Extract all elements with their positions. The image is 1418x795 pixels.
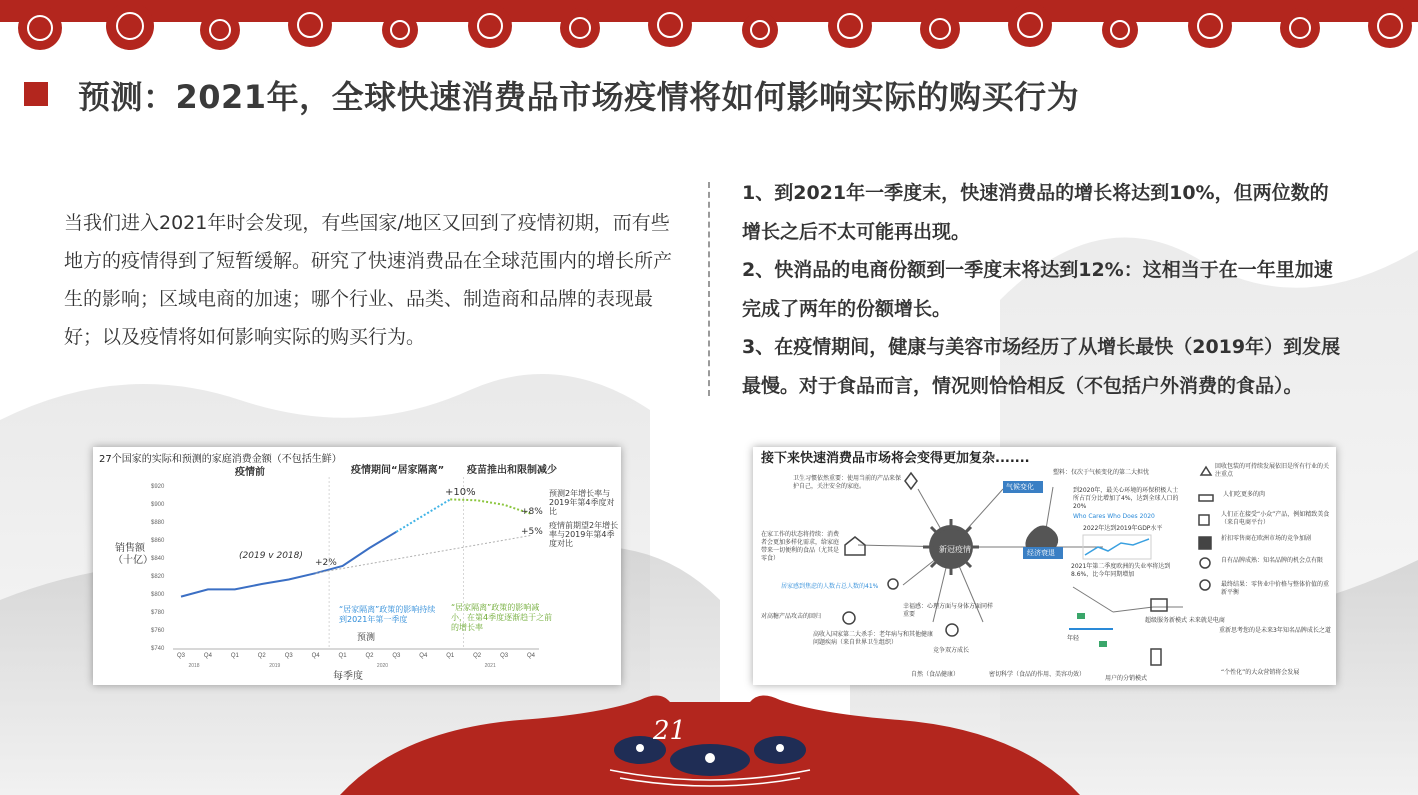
item-hygiene: 卫生习惯依然重要：使用当前的产品来保护自己，关注安全的家庭。 [793, 475, 902, 490]
note-expected-growth: 疫情前期望2年增长率与2019年第4季度对比 [549, 521, 619, 548]
x-tick-label: Q1 [446, 653, 455, 659]
center-covid: 新冠疫情 [939, 545, 971, 554]
x-tick-label: Q2 [257, 653, 266, 659]
brand-icon [1200, 558, 1210, 568]
item-recycling: 回收包装的可持续发展依旧是所有行业的关注重点 [1215, 463, 1330, 478]
y-tick-label: $920 [151, 484, 165, 490]
point-2: 2、快消品的电商份额到一季度末将达到12%：这相当于在一年里加速完成了两年的份额增长。 [742, 259, 1333, 320]
x-tick-label: Q4 [527, 653, 536, 659]
lockdown-forecast-line [396, 499, 450, 531]
item-wfh: 在家工作的状态将持续：消费者会更加多样化需求，给家庭带来一切便利的食品（尤其是零食） [761, 531, 840, 562]
label-plus-2: +2% [315, 558, 337, 568]
age-label: 年轻 [1067, 635, 1080, 642]
item-science: 密切科学（食品的作用、美容功效） [989, 671, 1086, 678]
phase-pre-pandemic: 疫情前 [235, 467, 265, 478]
x-tick-label: Q4 [419, 653, 428, 659]
item-competition: 竞争双方成长 [933, 647, 970, 654]
center-recession: 经济衰退 [1027, 549, 1055, 557]
forecast-chart [93, 447, 621, 685]
intro-paragraph: 当我们进入2021年时会发现，有些国家/地区又回到了疫情初期，而有些地方的疫情得到了短暂缓解。研究了快速消费品在全球范围内的增长所产生的影响；区域电商的加速；哪个行业、品类、制造商和品牌的表现最好；以及疫情将如何影响实际的购买行为。 [64, 212, 673, 348]
y-tick-label: $880 [151, 520, 165, 526]
no-sugar-icon [843, 612, 855, 624]
note-lockdown-easing: “居家隔离”政策的影响减小，在第4季度逐渐趋于之前的增长率 [451, 603, 553, 632]
home-icon [845, 537, 865, 555]
item-discounters: 折扣零售商在欧洲市场的竞争加剧 [1221, 535, 1312, 542]
x-tick-label: Q3 [392, 653, 401, 659]
recycle-icon [1201, 467, 1211, 475]
year-label: 2020 [376, 663, 389, 669]
y-tick-label: $840 [151, 556, 165, 562]
y-tick-label: $780 [151, 610, 165, 616]
baseline-trend-line [316, 535, 531, 573]
y-tick-label: $820 [151, 574, 165, 580]
item-wellbeing: 幸福感：心理方面与身体方面同样重要 [903, 603, 994, 618]
y-tick-label: $900 [151, 502, 165, 508]
item-natural: 自然（食品健康） [911, 671, 960, 678]
page-title: 预测：2021年，全球快速消费品市场疫情将如何影响实际的购买行为 [78, 78, 1080, 116]
y-axis-label: 销售额 [115, 543, 145, 554]
item-sugar: 对高糖产品攻击的回归 [761, 613, 822, 620]
phase-vaccine: 疫苗推出和限制减少 [467, 465, 557, 476]
item-personalization: “个性化”的大众营销将会发展 [1221, 669, 1300, 676]
year-label: 2019 [269, 663, 281, 669]
top-ornament-border [0, 0, 1418, 62]
x-tick-label: Q2 [365, 653, 374, 659]
y-tick-label: $740 [151, 646, 165, 652]
chart-title: 27个国家的实际和预测的家庭消费金额（不包括生鲜） [99, 454, 342, 465]
label-plus-5: +5% [521, 527, 543, 537]
note-forecast-growth: 预测2年增长率与2019年第4季度对比 [549, 489, 615, 516]
forecast-chart-card [93, 447, 621, 685]
complexity-diagram-card [753, 447, 1336, 685]
diagram-title: 接下来快速消费品市场将会变得更加复杂....... [761, 451, 1030, 466]
item-who-cares: Who Cares Who Does 2020 [1073, 513, 1155, 520]
value-icon [1200, 580, 1210, 590]
x-axis-label: 每季度 [333, 671, 363, 682]
bottom-ornament [340, 690, 1080, 795]
y-tick-label: $860 [151, 538, 165, 544]
hands-icon [905, 473, 917, 489]
item-niche: 人们正在接受“小众”产品，例如精致美食（来自电商平台） [1221, 511, 1330, 526]
cart-icon [1151, 599, 1167, 611]
niche-icon [1199, 515, 1209, 525]
y-tick-label: $800 [151, 592, 165, 598]
vertical-divider [708, 182, 710, 396]
y-tick-label: $760 [151, 628, 165, 634]
item-ecommerce: 超级服务新模式 未来就是电商 [1145, 617, 1225, 624]
point-1: 1、到2021年一季度末，快速消费品的增长将达到10%，但两位数的增长之后不太可能再出现。 [742, 182, 1329, 243]
y-axis-unit: （十亿） [113, 555, 153, 566]
title-marker [24, 82, 48, 106]
x-tick-label: Q1 [230, 653, 239, 659]
x-tick-label: Q3 [500, 653, 509, 659]
label-plus-10: +10% [445, 487, 476, 498]
vaccine-forecast-line [450, 499, 531, 513]
aldi-icon [1199, 537, 1211, 549]
key-points [742, 174, 1342, 405]
item-eco-active: 到2020年，最关心环境的环保积极人士所占百分比增加了4%，达到全球人口的20% [1073, 487, 1179, 510]
item-anxiety: 居家感到焦虑的人数占总人数的41% [781, 583, 879, 590]
x-tick-label: Q2 [473, 653, 482, 659]
x-tick-label: Q4 [311, 653, 320, 659]
item-private-label: 自有品牌成熟：知名品牌的机会点有限 [1221, 557, 1324, 564]
x-tick-label: Q4 [203, 653, 212, 659]
x-tick-label: Q1 [338, 653, 347, 659]
medicine-icon [946, 624, 958, 636]
phase-lockdown: 疫情期间“居家隔离” [351, 465, 445, 476]
item-gdp: 2022年达到2019年GDP水平 [1083, 525, 1163, 532]
compare-label: (2019 v 2018) [239, 551, 303, 561]
item-distribution: 用户的分销模式 [1105, 675, 1148, 682]
note-lockdown-impact: “居家隔离”政策的影响持续到2021年第一季度 [339, 605, 436, 624]
label-plus-8: +8% [521, 507, 543, 517]
point-3: 3、在疫情期间，健康与美容市场经历了从增长最快（2019年）到发展最慢。对于食品而言，情况则恰恰相反（不包括户外消费的食品）。 [742, 336, 1341, 397]
item-meat: 人们吃更多的肉 [1223, 491, 1266, 498]
phone-icon [1151, 649, 1161, 665]
x-tick-label: Q3 [284, 653, 293, 659]
item-plastic: 塑料：仅次于气候变化的第二大担忧 [1053, 469, 1150, 476]
year-label: 2018 [188, 663, 200, 669]
item-rethink: 重新思考您的是未来3年知名品牌成长之道 [1219, 627, 1331, 634]
item-unemployment: 2021年第二季度欧洲的失业率将达到8.6%，比今年同期增加 [1071, 563, 1171, 578]
x-tick-label: Q3 [177, 653, 186, 659]
forecast-label: 预测 [357, 633, 376, 643]
page-number: 21 [653, 716, 687, 746]
item-rebalance: 最终结果：零售业中价格与整体价值的重新平衡 [1221, 581, 1330, 596]
climate-tag-label: 气候变化 [1006, 483, 1034, 491]
item-disease: 高收入国家第二大杀手：老年病与和其他健康问题疾病（来自世界卫生组织） [813, 631, 934, 646]
year-label: 2021 [484, 663, 496, 669]
meat-icon [1199, 495, 1213, 501]
